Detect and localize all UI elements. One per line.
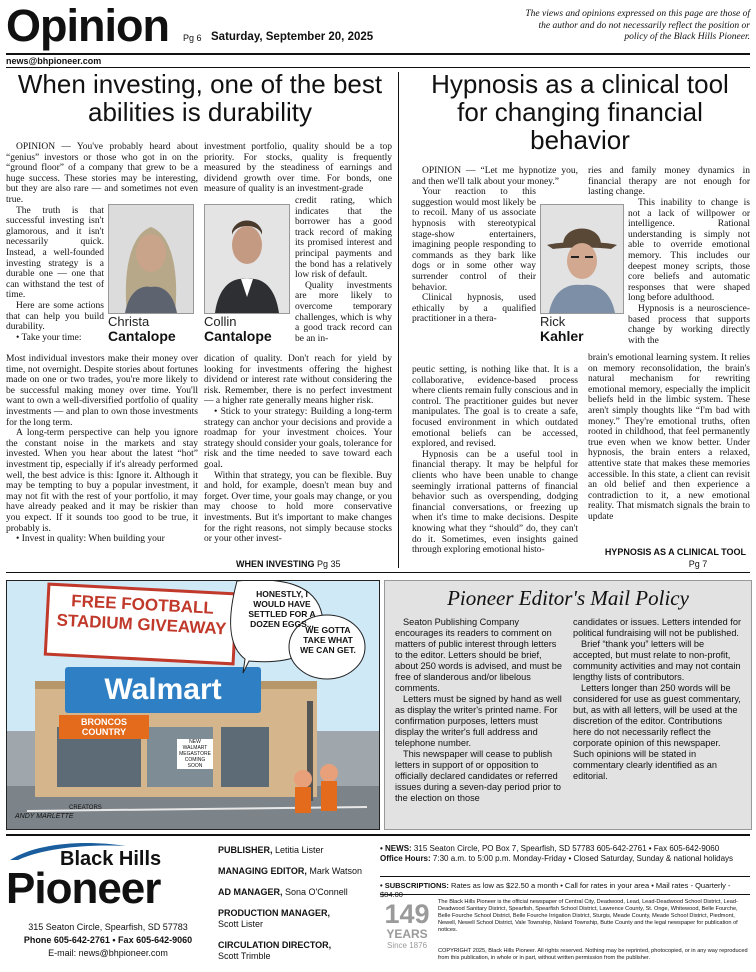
paragraph: ries and family money dynamics in financial therapy are not enough for lasting change. xyxy=(588,166,750,198)
headshot-icon xyxy=(205,205,289,313)
paragraph: This inability to change is not a lack of willpower or intelligence. Rational understanding is simply not able to override emotional memory. This includes our deepest money scripts, those core beliefs and automatic responses that were shaped long before adulthood. xyxy=(628,198,750,304)
paragraph: A long-term perspective can help you ignore the constant noise in the markets and stay invested. When you hear about the latest “hot” investment tip, especially if it's already performed well, the best advice is this: Ignore it. Although it may be tempting to buy a popular investment, it may not fit with the rest of your portfolio, it may have already peaked and it may be riskier than you expect. If it sounds too good to be true, it probably is. xyxy=(6,428,198,534)
mail-policy-box xyxy=(384,580,752,830)
right-article-col-2-bottom xyxy=(588,353,750,523)
email-rule xyxy=(6,67,750,68)
left-jump-line[interactable]: WHEN INVESTING Pg 35 xyxy=(236,559,341,569)
speech-bubble-2: WE GOTTA TAKE WHAT WE CAN GET. xyxy=(300,625,356,655)
right-article-col-2 xyxy=(588,166,750,198)
headshot-icon xyxy=(541,205,623,313)
paragraph: Brief “thank you” letters will be accepted, but must relate to non-profit, community activities and may not contain lengthy lists of contributors. xyxy=(573,639,741,682)
cartoon-syndicate: CREATORS xyxy=(69,805,102,811)
paragraph: investment portfolio, quality should be a top priority. For stocks, quality is frequently measured by the steadiness of earnings and dividend growth over time. For bonds, one measure of quality is an investment-grade xyxy=(204,142,392,195)
footer-email[interactable]: E-mail: news@bhpioneer.com xyxy=(48,948,168,958)
staff-row: PUBLISHER, Letitia Lister xyxy=(218,845,324,855)
disclaimer: The views and opinions expressed on this page are those of the author and do not necessarily reflect the position or policy of the Black Hills Pioneer. xyxy=(525,9,750,42)
footer-subscriptions: • SUBSCRIPTIONS: Rates as low as $22.50 a month • Call for rates in your area • Mail rates - Quarterly - xyxy=(380,881,731,890)
footer-rule xyxy=(6,834,750,836)
footer-phones: Phone 605-642-2761 • Fax 605-642-9060 xyxy=(23,935,193,945)
paragraph: • Take your time: xyxy=(16,332,82,343)
section-title: Opinion xyxy=(6,0,169,51)
footer-inner-rule-2 xyxy=(380,894,750,895)
logo-line-2: Pioneer xyxy=(6,864,161,913)
cartoon-signature: ANDY MARLETTE xyxy=(15,813,74,820)
mail-policy-col-1 xyxy=(395,617,565,804)
paragraph: peutic setting, is nothing like that. It is a collaborative, evidence-based process where clients remain fully conscious and in control. The practitioner guides but never manipulates. The goal is to create a safe, focused environment in which outdated emotional beliefs can be accessed, explored, and revised. xyxy=(412,365,578,450)
left-article-col-2 xyxy=(204,142,392,195)
staff-row: MANAGING EDITOR, Mark Watson xyxy=(218,866,363,876)
right-article-col-1-bottom xyxy=(412,365,578,556)
footer-copyright: COPYRIGHT 2025, Black Hills Pioneer. All rights reserved. Nothing may be reprinted, photocopied, or in any way reproduced from this publication, in whole or in part, without written permission from the publisher. xyxy=(438,948,748,961)
paragraph: The truth is that successful investing isn't glamorous, and it isn't necessarily quick. Instead, a well-founded investing strategy is a durable one — one that can withstand the test of time. xyxy=(6,205,104,301)
footer-address: 315 Seaton Circle, Spearfish, SD 57783 xyxy=(28,922,188,932)
column-divider xyxy=(398,72,399,568)
staff-row: AD MANAGER, Sona O'Connell xyxy=(218,887,348,897)
paragraph: OPINION — “Let me hypnotize you, and then we'll talk about your money.” xyxy=(412,166,578,187)
staff-row: CIRCULATION DIRECTOR, Scott Trimble xyxy=(218,940,332,961)
page-number: Pg 6 xyxy=(183,33,202,43)
author-photo-rick xyxy=(540,204,624,314)
right-headline: Hypnosis as a clinical tool for changing financial behavior xyxy=(431,69,729,155)
author-photo-christa xyxy=(108,204,194,314)
logo-line-1: Black Hills xyxy=(60,848,162,870)
paragraph: Most individual investors make their money over time, not overnight. Despite stories about fortunes made on one or two trades, you're more likely to be successful making money over time. You'll want to own a well-diversified portfolio of quality investments — and plan to own those investments for the long term. xyxy=(6,354,198,428)
paragraph: Within that strategy, you can be flexible. Buy and hold, for example, doesn't mean buy and forget. Over time, your goals may change, or you may choose to hold more conservative investments. But it's important to make changes for the right reasons, not simply because stocks or your other invest- xyxy=(204,470,392,545)
paragraph: Hypnosis is a neuroscience-based process that supports change by working directly with the xyxy=(628,303,750,346)
author-name-collin: Collin Cantalope xyxy=(204,314,272,344)
section-rule xyxy=(6,572,750,573)
paragraph: • Stick to your strategy: Building a long-term strategy can anchor your decisions and provide a roadmap for your investment choices. Your strategy should consider your goals, tolerance for risk and the time needed to save toward each goal. xyxy=(204,406,392,470)
left-article-col-2-bottom xyxy=(204,354,392,545)
mail-policy-col-2 xyxy=(573,617,743,782)
right-article-col-2-wrap xyxy=(628,198,750,346)
footer-news: • NEWS: 315 Seaton Circle, PO Box 7, Spearfish, SD 57783 605-642-2761 • Fax 605-642-9060 Office Hours: 7:30 a.m. to 5:00 p.m. Monday-Friday • Closed Saturday, Sunday & national holidays xyxy=(380,844,734,863)
paragraph: Hypnosis can be a useful tool in financial therapy. It may be helpful for clients who have been unable to change seemingly irrational patterns of financial behavior such as overspending, dodging financial conversations, or freezing up when it's time to make decisions. Despite knowing what they “should” do, they can't do it. Sometimes, even insights gained through exploring emotional histo- xyxy=(412,449,578,556)
masthead-rule xyxy=(6,53,750,55)
paragraph: candidates or issues. Letters intended for political fundraising will not be published. xyxy=(573,617,742,638)
years-badge: 149 YEARS Since 1876 xyxy=(384,899,430,950)
news-email[interactable]: news@bhpioneer.com xyxy=(6,56,102,66)
paragraph: brain's emotional learning system. It relies on memory reconsolidation, the brain's natural mechanism for rewriting emotional memory, especially the implicit beliefs held in the limbic system. These aren't simply thoughts like “I'm bad with money.” They're emotional truths, often rooted in childhood, that feel permanently true even when we know better. Under hypnosis, the brain enters a relaxed, attentive state that makes these memories accessible. In this state, a client can revisit an old belief and then experience a contradiction to it, a new emotional reality. That mismatch signals the brain to update xyxy=(588,353,750,522)
paragraph: Clinical hypnosis, used ethically by a qualified practitioner in a thera- xyxy=(412,293,536,325)
staff-list xyxy=(218,845,368,962)
paragraph: Quality investments are more likely to overcome temporary challenges, which is why a good track record can be an in- xyxy=(295,280,392,344)
footer-inner-rule xyxy=(380,876,750,877)
right-jump-line[interactable]: HYPNOSIS AS A CLINICAL TOOL Pg 7 xyxy=(604,547,746,569)
author-name-christa: Christa Cantalope xyxy=(108,314,176,344)
paragraph: dication of quality. Don't reach for yield by looking for investments offering the highest dividend or interest rate without considering the risk. Remember, there is no perfect investment — a higher rate generally means higher risk. xyxy=(204,354,392,407)
paragraph: Seaton Publishing Company encourages its readers to comment on matters of public interest through letters to the editor. Letters should be brief, about 250 words is advised, and must be free of slanderous and/or libelous comments. xyxy=(395,617,563,693)
paragraph: OPINION — You've probably heard about “genius” investors or those who got in on the “ground floor” of a company that grew to be a huge success. These stories may be interesting, but they are also rare — and sometimes not even true. xyxy=(6,142,198,205)
author-name-rick: Rick Kahler xyxy=(540,314,584,344)
issue-date: Saturday, September 20, 2025 xyxy=(211,31,374,43)
cartoon-sign-top: FREE FOOTBALL STADIUM GIVEAWAY xyxy=(56,591,227,639)
cartoon-banner: BRONCOS COUNTRY xyxy=(59,715,149,739)
speech-bubble-1: HONESTLY, I WOULD HAVE SETTLED FOR A DOZEN EGGS... xyxy=(248,589,316,629)
editorial-cartoon xyxy=(6,580,380,830)
paragraph: Letters longer than 250 words will be considered for use as guest commentary, but, as with all letters, will be used at the discretion of the editor. Contributions here do not necessarily reflect the corporate opinion of this newspaper. Such opinions will be stated in commentary clearly identified as an editorial. xyxy=(573,683,741,781)
paragraph: • Invest in quality: When building your xyxy=(16,534,165,545)
headshot-icon xyxy=(109,205,193,313)
paragraph: credit rating, which indicates that the borrower has a good track record of making its promised interest and principal payments and the bond has a relatively low risk of default. xyxy=(295,196,392,281)
paragraph: Letters must be signed by hand as well as display the writer's printed name. For confirmation purposes, letters must display the writer's full address and telephone number. xyxy=(395,694,562,748)
staff-row: PRODUCTION MANAGER, Scott Lister xyxy=(218,908,330,929)
left-headline: When investing, one of the best abilities is durability xyxy=(17,69,383,127)
cartoon-store-name: Walmart xyxy=(104,673,222,706)
mail-policy-title: Pioneer Editor's Mail Policy xyxy=(447,586,689,610)
pioneer-logo xyxy=(6,838,212,918)
left-article-col-2-wrap xyxy=(295,196,392,344)
footer-legal: The Black Hills Pioneer is the official newspaper of Central City, Deadwood, Lead, Lead-Deadwood School District, Lead-Deadwood Sanitary District, Spearfish, Spearfish School District, Lawrence County, St. Onge, Whitewood, Belle Fourche, Belle Fourche School District, Belle Fourche Irrigation District, Sturgis, Meade County, Meade School District, Piedmont, Newell, Newell School District, Vale Township, Nisland Township, Butte County and the legal newspaper for publication of notices. xyxy=(438,899,738,933)
paragraph: Your reaction to this suggestion would most likely be to recoil. Many of us associate hypnosis with stereotypical stage-show entertainers, imagining people responding to commands as they bark like dogs or in some other way surrender control of their behavior. xyxy=(412,187,536,293)
paragraph: This newspaper will cease to publish letters in support of or opposition to officially declared candidates or referred issues during a seven-day period prior to the election on those xyxy=(395,749,561,803)
paragraph: Here are some actions that can help you build durability. xyxy=(6,300,104,333)
cartoon-window-sign: NEW WALMART MEGASTORE COMING SOON xyxy=(177,739,213,769)
left-article-col-1-bottom xyxy=(6,354,198,545)
author-photo-collin xyxy=(204,204,290,314)
